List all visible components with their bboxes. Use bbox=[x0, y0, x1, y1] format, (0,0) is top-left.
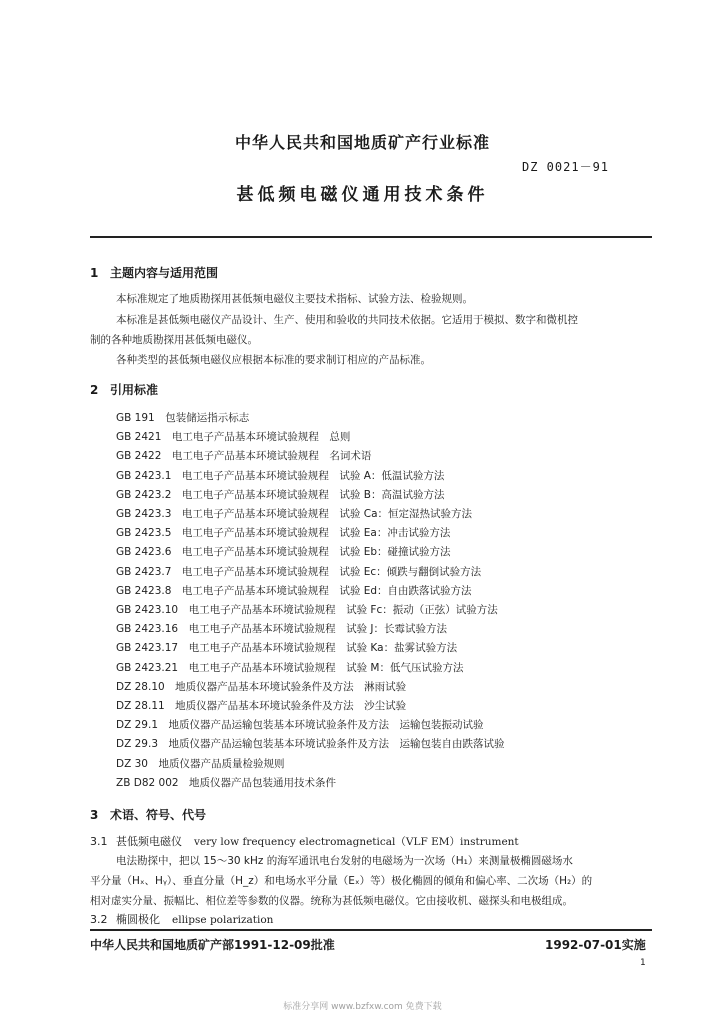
definition-line: 相对虚实分量、振幅比、相位差等参数的仪器。统称为甚低频电磁仪。它由接收机、磁探头和电极组成。 bbox=[90, 895, 573, 907]
reference-item: GB 191 包装储运指示标志 bbox=[116, 412, 250, 424]
footer-divider bbox=[90, 929, 652, 931]
standard-code: DZ 0021－91 bbox=[522, 160, 610, 174]
term-entry bbox=[90, 911, 273, 927]
term-number: 3.2 bbox=[90, 913, 108, 926]
section-title: 引用标准 bbox=[110, 383, 159, 397]
definition-line: 电法勘探中，把以 15～30 kHz 的海军通讯电台发射的电磁场为一次场（H₁）来测量极椭圆磁场水 bbox=[116, 855, 573, 867]
reference-item: ZB D82 002 地质仪器产品包装通用技术条件 bbox=[116, 776, 337, 789]
section-heading-1 bbox=[90, 264, 218, 281]
reference-item: GB 2423.21 电工电子产品基本环境试验规程 试验 M：低气压试验方法 bbox=[116, 661, 464, 674]
reference-item: GB 2423.17 电工电子产品基本环境试验规程 试验 Ka：盐雾试验方法 bbox=[116, 642, 458, 655]
section-title: 主题内容与适用范围 bbox=[110, 266, 219, 280]
reference-item: GB 2423.2 电工电子产品基本环境试验规程 试验 B：高温试验方法 bbox=[116, 488, 445, 501]
term-en: very low frequency electromagnetical（VLF EM）instrument bbox=[194, 836, 519, 848]
reference-item: GB 2423.5 电工电子产品基本环境试验规程 试验 Ea：冲击试验方法 bbox=[116, 527, 451, 540]
section-number: 1 bbox=[90, 266, 99, 280]
term-zh: 椭圆极化 bbox=[116, 913, 160, 926]
reference-item: DZ 29.1 地质仪器产品运输包装基本环境试验条件及方法 运输包装振动试验 bbox=[116, 719, 484, 732]
document-title: 甚低频电磁仪通用技术条件 bbox=[236, 185, 489, 205]
reference-item: GB 2423.8 电工电子产品基本环境试验规程 试验 Ed：自由跌落试验方法 bbox=[116, 584, 472, 597]
page-number: 1 bbox=[640, 958, 646, 968]
reference-item: GB 2423.1 电工电子产品基本环境试验规程 试验 A：低温试验方法 bbox=[116, 469, 445, 482]
paragraph: 各种类型的甚低频电磁仪应根据本标准的要求制订相应的产品标准。 bbox=[116, 354, 431, 366]
reference-item: DZ 30 地质仪器产品质量检验规则 bbox=[116, 757, 285, 770]
implementation-date: 1992-07-01实施 bbox=[545, 938, 646, 952]
reference-item: GB 2421 电工电子产品基本环境试验规程 总则 bbox=[116, 431, 351, 444]
approval-line: 中华人民共和国地质矿产部1991-12-09批准 bbox=[90, 938, 335, 952]
term-entry bbox=[90, 833, 519, 849]
paragraph: 本标准规定了地质勘探用甚低频电磁仪主要技术指标、试验方法、检验规则。 bbox=[116, 293, 473, 305]
reference-item: DZ 28.11 地质仪器产品基本环境试验条件及方法 沙尘试验 bbox=[116, 700, 407, 712]
reference-item: GB 2423.7 电工电子产品基本环境试验规程 试验 Ec：倾跌与翻倒试验方法 bbox=[116, 565, 482, 578]
term-number: 3.1 bbox=[90, 835, 108, 848]
section-number: 3 bbox=[90, 808, 99, 822]
term-en: ellipse polarization bbox=[172, 914, 274, 926]
paragraph: 本标准是甚低频电磁仪产品设计、生产、使用和验收的共同技术依据。它适用于模拟、数字和微机控 bbox=[116, 314, 578, 326]
section-number: 2 bbox=[90, 383, 99, 397]
definition-line: 平分量（Hₓ、Hᵧ）、垂直分量（H_z）和电场水平分量（Eₓ）等）极化椭圆的倾角和偏心率、二次场（H₂）的 bbox=[90, 875, 593, 887]
section-title: 术语、符号、代号 bbox=[110, 808, 207, 822]
reference-item: GB 2423.6 电工电子产品基本环境试验规程 试验 Eb：碰撞试验方法 bbox=[116, 546, 451, 559]
term-zh: 甚低频电磁仪 bbox=[116, 835, 182, 848]
watermark: 标准分享网 www.bzfxw.com 免费下载 bbox=[283, 1002, 442, 1012]
standard-category: 中华人民共和国地质矿产行业标准 bbox=[234, 133, 490, 152]
reference-item: GB 2423.16 电工电子产品基本环境试验规程 试验 J：长霉试验方法 bbox=[116, 623, 448, 636]
section-heading-3 bbox=[90, 806, 206, 823]
reference-item: GB 2423.10 电工电子产品基本环境试验规程 试验 Fc：振动（正弦）试验方法 bbox=[116, 604, 498, 616]
section-heading-2 bbox=[90, 381, 158, 398]
reference-item: DZ 29.3 地质仪器产品运输包装基本环境试验条件及方法 运输包装自由跌落试验 bbox=[116, 738, 505, 751]
reference-item: DZ 28.10 地质仪器产品基本环境试验条件及方法 淋雨试验 bbox=[116, 680, 407, 693]
paragraph: 制的各种地质勘探用甚低频电磁仪。 bbox=[90, 334, 258, 346]
reference-item: GB 2423.3 电工电子产品基本环境试验规程 试验 Ca：恒定湿热试验方法 bbox=[116, 508, 473, 520]
header-divider bbox=[90, 236, 652, 238]
reference-item: GB 2422 电工电子产品基本环境试验规程 名词术语 bbox=[116, 450, 372, 463]
